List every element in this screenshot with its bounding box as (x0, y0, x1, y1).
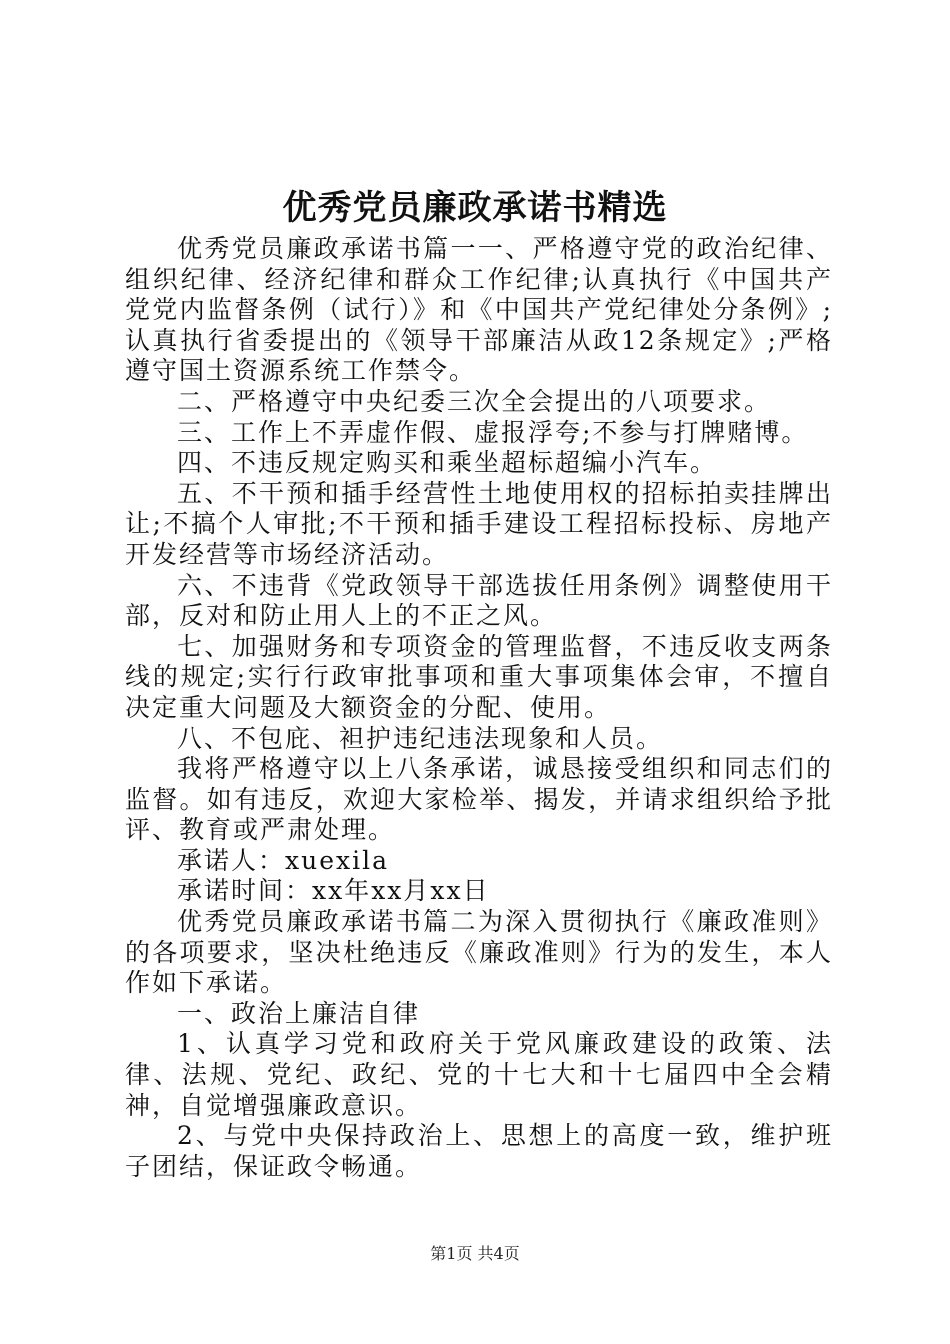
paragraph-2: 二、严格遵守中央纪委三次全会提出的八项要求。 (177, 386, 772, 416)
document-title: 优秀党员廉政承诺书精选 (282, 188, 668, 228)
paragraph-9: 我将严格遵守以上八条承诺，诚恳接受组织和同志们的监督。如有违反，欢迎大家检举、揭发，并请求组织给予批评、教育或严肃处理。 (125, 754, 833, 845)
paragraph-8: 八、不包庇、袒护违纪违法现象和人员。 (177, 723, 664, 753)
paragraph-12: 优秀党员廉政承诺书篇二为深入贯彻执行《廉政准则》的各项要求，坚决杜绝违反《廉政准则》行为的发生，本人作如下承诺。 (125, 907, 833, 998)
section-heading: 一、政治上廉洁自律 (177, 998, 421, 1028)
paragraph-3: 三、工作上不弄虚作假、虚报浮夸;不参与打牌赌博。 (177, 417, 809, 447)
paragraph-4: 四、不违反规定购买和乘坐超标超编小汽车。 (177, 448, 718, 478)
page-footer: 第1页 共4页 (430, 1244, 520, 1263)
paragraph-5: 五、不干预和插手经营性土地使用权的招标拍卖挂牌出让;不搞个人审批;不干预和插手建设工程招标投标、房地产开发经营等市场经济活动。 (125, 478, 833, 569)
paragraph-1: 优秀党员廉政承诺书篇一一、严格遵守党的政治纪律、组织纪律、经济纪律和群众工作纪律;认真执行《中国共产党党内监督条例（试行）》和《中国共产党纪律处分条例》;认真执行省委提出的《领导干部廉洁从政12条规定》;严格遵守国土资源系统工作禁令。 (125, 234, 833, 386)
paragraph-15: 2、与党中央保持政治上、思想上的高度一致，维护班子团结，保证政令畅通。 (125, 1121, 833, 1181)
paragraph-6: 六、不违背《党政领导干部选拔任用条例》调整使用干部，反对和防止用人上的不正之风。 (125, 570, 833, 631)
paragraph-14: 1、认真学习党和政府关于党风廉政建设的政策、法律、法规、党纪、政纪、党的十七大和十七届四中全会精神，自觉增强廉政意识。 (125, 1029, 833, 1120)
paragraph-7: 七、加强财务和专项资金的管理监督，不违反收支两条线的规定;实行行政审批事项和重大事项集体会审，不擅自决定重大问题及大额资金的分配、使用。 (125, 631, 833, 722)
document-body (125, 234, 833, 1182)
signatory-line: 承诺人：xuexila (177, 845, 389, 875)
date-line: 承诺时间：xx年xx月xx日 (177, 876, 490, 906)
